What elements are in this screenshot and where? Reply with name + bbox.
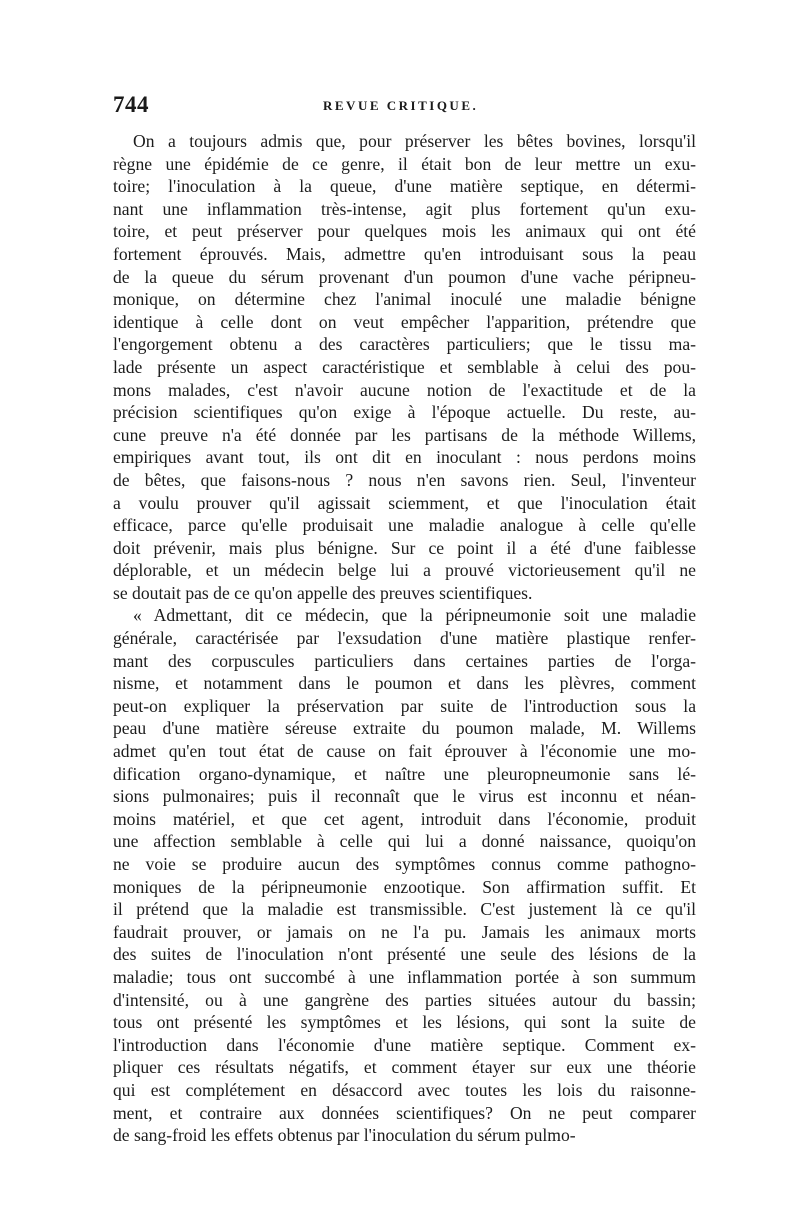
text-line: « Admettant, dit ce médecin, que la péripneumonie soit une maladie: [133, 605, 696, 626]
text-line: nant une inflammation très-intense, agit plus fortement qu'un exu-: [113, 198, 696, 219]
text-line: On a toujours admis que, pour préserver les bêtes bovines, lorsqu'il: [133, 131, 696, 151]
text-line: lade présente un aspect caractéristique et semblable à celui des pou-: [113, 356, 696, 377]
text-line: mant des corpuscules particuliers dans certaines parties de l'orga-: [113, 650, 696, 671]
text-line: règne une épidémie de ce genre, il était bon de leur mettre un exu-: [113, 153, 696, 174]
text-line: identique à celle dont on veut empêcher l'apparition, prétendre que: [113, 311, 696, 332]
running-head: REVUE CRITIQUE.: [323, 98, 479, 113]
text-line: cune preuve n'a été donnée par les partisans de la méthode Willems,: [113, 424, 696, 445]
text-line: qui est complétement en désaccord avec toutes les lois du raisonne-: [113, 1079, 696, 1100]
text-line: ment, et contraire aux données scientifiques? On ne peut comparer: [113, 1102, 696, 1123]
text-line: tous ont présenté les symptômes et les lésions, qui sont la suite de: [113, 1012, 696, 1033]
text-line: moins matériel, et que cet agent, introduit dans l'économie, produit: [113, 808, 696, 829]
body-text: [113, 130, 696, 1147]
page-number: 744: [113, 92, 149, 117]
text-line: peut-on expliquer la préservation par suite de l'introduction sous la: [113, 695, 696, 716]
text-line: peau d'une matière séreuse extraite du poumon malade, M. Willems: [113, 718, 696, 739]
page-header: [113, 92, 695, 122]
text-line: l'engorgement obtenu a des caractères particuliers; que le tissu ma-: [113, 334, 696, 355]
text-line: a voulu prouver qu'il agissait sciemment, et que l'inoculation était: [113, 492, 696, 513]
text-line: dification organo-dynamique, et naître une pleuropneumonie sans lé-: [113, 763, 696, 784]
text-line: l'introduction dans l'économie d'une matière septique. Comment ex-: [113, 1034, 696, 1055]
text-line: toire; l'inoculation à la queue, d'une matière septique, en détermi-: [113, 176, 696, 197]
text-line: moniques de la péripneumonie enzootique. Son affirmation suffit. Et: [113, 876, 696, 897]
text-line: des suites de l'inoculation n'ont présenté une seule des lésions de la: [113, 944, 696, 965]
text-line: une affection semblable à celle qui lui a donné naissance, quoiqu'on: [113, 831, 696, 852]
text-line: toire, et peut préserver pour quelques mois les animaux qui ont été: [113, 221, 696, 242]
text-line: nisme, et notamment dans le poumon et dans les plèvres, comment: [113, 673, 696, 694]
text-line: admet qu'en tout état de cause on fait éprouver à l'économie une mo-: [113, 741, 696, 762]
text-line: ne voie se produire aucun des symptômes connus comme pathogno-: [113, 854, 696, 874]
paragraph: [113, 604, 696, 1146]
text-line: faudrait prouver, or jamais on ne l'a pu. Jamais les animaux morts: [113, 921, 696, 942]
text-line: monique, on détermine chez l'animal inoculé une maladie bénigne: [113, 289, 696, 310]
text-line: pliquer ces résultats négatifs, et comment étayer sur eux une théorie: [113, 1057, 696, 1078]
text-line: se doutait pas de ce qu'on appelle des preuves scientifiques.: [113, 582, 533, 603]
text-line: déplorable, et un médecin belge lui a prouvé victorieusement qu'il ne: [113, 560, 696, 581]
text-line: précision scientifiques qu'on exige à l'époque actuelle. Du reste, au-: [113, 402, 696, 423]
paragraph: [113, 130, 696, 604]
text-line: de sang-froid les effets obtenus par l'inoculation du sérum pulmo-: [113, 1125, 576, 1146]
text-line: il prétend que la maladie est transmissible. C'est justement là ce qu'il: [113, 899, 696, 920]
text-line: maladie; tous ont succombé à une inflammation portée à son summum: [113, 966, 696, 987]
text-line: générale, caractérisée par l'exsudation d'une matière plastique renfer-: [113, 628, 696, 649]
text-line: empiriques avant tout, ils ont dit en inoculant : nous perdons moins: [113, 447, 696, 468]
text-line: sions pulmonaires; puis il reconnaît que le virus est inconnu et néan-: [113, 786, 696, 807]
text-line: doit prévenir, mais plus bénigne. Sur ce point il a été d'une faiblesse: [113, 537, 696, 558]
text-line: efficace, parce qu'elle produisait une maladie analogue à celle qu'elle: [113, 515, 696, 536]
text-line: fortement éprouvés. Mais, admettre qu'en introduisant sous la peau: [113, 243, 696, 264]
text-line: de bêtes, que faisons-nous ? nous n'en savons rien. Seul, l'inventeur: [113, 469, 696, 490]
text-line: de la queue du sérum provenant d'un poumon d'une vache péripneu-: [113, 266, 696, 287]
text-line: d'intensité, ou à une gangrène des parties situées autour du bassin;: [113, 989, 696, 1010]
text-line: mons malades, c'est n'avoir aucune notion de l'exactitude et de la: [113, 379, 696, 400]
